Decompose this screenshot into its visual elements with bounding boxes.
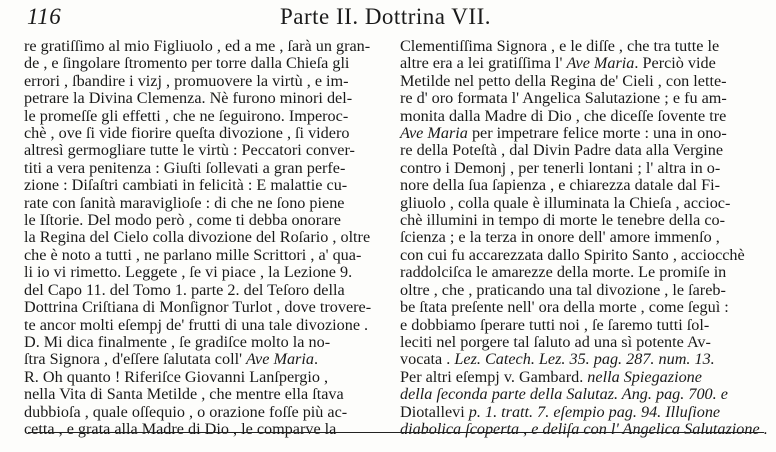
text-line [24, 404, 392, 421]
text-line [400, 282, 755, 299]
text-run: re d' oro formata l' Angelica Salutazione ; e fu am- [400, 89, 727, 108]
text-line [400, 142, 755, 159]
text-run: con cui fu accarezzata dallo Spirito Santo , acciocchè [400, 245, 745, 264]
text-run: e dobbiamo ſperare tutti noi , ſe ſaremo tutti ſol- [400, 315, 710, 334]
text-line [400, 317, 755, 334]
text-run: cetta , e grata alla Madre di Dio , le comparve la [24, 419, 337, 438]
text-line [24, 247, 392, 264]
text-line [24, 386, 392, 403]
text-run: le Iſtorie. Del modo però , come ti debba onorare [24, 211, 341, 230]
text-line [400, 195, 755, 212]
text-line [24, 125, 392, 142]
italic-text: Ave Maria [400, 124, 468, 143]
text-run: . [313, 350, 318, 369]
text-line [24, 351, 392, 368]
text-line [24, 229, 392, 246]
text-line [400, 404, 755, 421]
text-run: leciti nel porgere tal ſaluto ad una sì potente Av- [400, 332, 711, 351]
text-run: chè , ove ſi vide fiorire queſta divozione , ſi videro [24, 124, 350, 143]
text-line [24, 160, 392, 177]
text-run: Metilde nel petto della Regina de' Cieli , con lette- [400, 71, 727, 90]
text-line [24, 108, 392, 125]
text-run: Clementiſſima Signora , e le diſſe , che tra tutte le [400, 37, 720, 55]
text-line [24, 369, 392, 386]
text-line [400, 351, 755, 368]
text-run: raddolciſca le amarezze della morte. Le promiſe in [400, 263, 727, 282]
italic-text: Lez. Catech. Lez. 35. pag. 287. num. 13. [454, 350, 715, 369]
text-run: monita dalla Madre di Dio , che diceſſe ſovente tre [400, 106, 727, 125]
text-run: gliuolo , colla quale è illuminata la Chieſa , accioc- [400, 193, 731, 212]
text-line [24, 73, 392, 90]
text-line [400, 229, 755, 246]
text-run: ſtra Signora , d'eſſere ſalutata coll' [24, 350, 247, 369]
text-run: contro i Demonj , per tenerli lontani ; l' altra in o- [400, 158, 721, 177]
page-header [0, 2, 776, 36]
text-run: errori , ſbandire i vizj , promuovere la virtù , e im- [24, 71, 349, 90]
text-line [24, 38, 392, 55]
text-run: che è noto a tutti , ne parlano mille Scrittori , a' qua- [24, 245, 362, 264]
text-line [24, 212, 392, 229]
text-run: oltre , che , praticando una tal divozione , le ſareb- [400, 280, 726, 299]
text-line [400, 247, 755, 264]
italic-text: diabolica ſcoperta , e deliſa con l' Angelica Salutazione . [400, 419, 768, 438]
text-run: Per altri eſempj v. Gambard. [400, 367, 588, 386]
text-run: vocata . [400, 350, 455, 369]
text-run: altresì germogliare tutte le virtù : Peccatori conver- [24, 141, 355, 160]
text-line [400, 334, 755, 351]
text-run: Diotallevi [400, 402, 469, 421]
text-run: per impetrare felice morte : una in ono- [467, 124, 727, 143]
text-line [24, 264, 392, 281]
text-run: chè illumini in tempo di morte le tenebre della co- [400, 211, 725, 230]
text-run: re gratiſſimo al mio Figliuolo , ed a me , ſarà un gran- [24, 37, 371, 55]
text-run: ſcienza ; e la terza in onore dell' amore immenſo , [400, 228, 720, 247]
text-line [400, 108, 755, 125]
text-run: de , e ſingolare ſtromento per torre dalla Chieſa gli [24, 54, 350, 73]
left-text-column [24, 38, 392, 438]
text-run: Dottrina Criſtiana di Monſignor Turlot , dove trovere- [24, 298, 372, 317]
text-line [400, 160, 755, 177]
text-line [24, 55, 392, 72]
text-run: titi a vera penitenza : Giuſti ſollevati a gran perfe- [24, 158, 346, 177]
text-run: be ſtata preſente nell' ora della morte , come ſeguì : [400, 298, 729, 317]
italic-text: Ave Maria [566, 54, 635, 73]
text-line [24, 421, 392, 438]
italic-text: p. 1. tratt. 7. eſempio pag. 94. Illuſione [468, 402, 721, 421]
text-run: R. Oh quanto ! Riferiſce Giovanni Lanſpergio , [24, 367, 329, 386]
running-head: Parte II. Dottrina VII. [280, 4, 491, 29]
text-run: nella Vita di Santa Metilde , che mentre ella ſtava [24, 385, 344, 404]
bottom-rule [28, 432, 764, 433]
text-line [24, 90, 392, 107]
text-run: altre era a lei gratiſſima l' [400, 54, 567, 73]
text-line [400, 264, 755, 281]
text-line [24, 299, 392, 316]
text-run: D. Mi dica finalmente , ſe gradiſce molto la no- [24, 332, 331, 351]
text-line [400, 55, 755, 72]
text-line [400, 177, 755, 194]
text-run: li io vi rimetto. Leggete , ſe vi piace , la Lezione 9. [24, 263, 353, 282]
italic-text: della ſeconda parte della Salutaz. Ang. pag. 700. e [400, 385, 728, 404]
text-run: zione : Diſaſtri cambiati in felicità : E malattie cu- [24, 176, 348, 195]
text-line [24, 282, 392, 299]
text-run: le promeſſe gli effetti , che ne ſeguirono. Imperoc- [24, 106, 349, 125]
text-run: del Capo 11. del Tomo 1. parte 2. del Teſoro della [24, 280, 345, 299]
italic-text: Ave Maria [246, 350, 314, 369]
text-line [400, 299, 755, 316]
text-run: rate con ſanità maraviglioſe : di che ne ſono piene [24, 193, 345, 212]
text-run: la Regina del Cielo colla divozione del Roſario , oltre [24, 228, 371, 247]
text-line [400, 73, 755, 90]
text-line [24, 317, 392, 334]
text-line [400, 90, 755, 107]
text-line [400, 419, 768, 438]
text-run: dubbioſa , quale oſſequio , o orazione foſſe più ac- [24, 402, 348, 421]
text-run: te ancor molti eſempj de' frutti di una tale divozione . [24, 315, 369, 334]
text-line [400, 369, 755, 386]
text-line [24, 142, 392, 159]
page-number: 116 [27, 4, 62, 29]
text-line [400, 38, 755, 55]
text-line [24, 195, 392, 212]
text-line [400, 386, 755, 403]
text-run: re della Poteſtà , dal Divin Padre data alla Vergine [400, 141, 724, 160]
text-run: nore della ſua ſapienza , e chiarezza datale dal Fi- [400, 176, 720, 195]
italic-text: nella Spiegazione [587, 367, 702, 386]
text-run: petrare la Divina Clemenza. Nè furono minori del- [24, 89, 353, 108]
right-text-column [400, 37, 768, 438]
text-line [400, 125, 755, 142]
text-line [24, 177, 392, 194]
text-run: . Perciò vide [634, 54, 716, 73]
text-line [400, 212, 755, 229]
text-line [24, 334, 392, 351]
